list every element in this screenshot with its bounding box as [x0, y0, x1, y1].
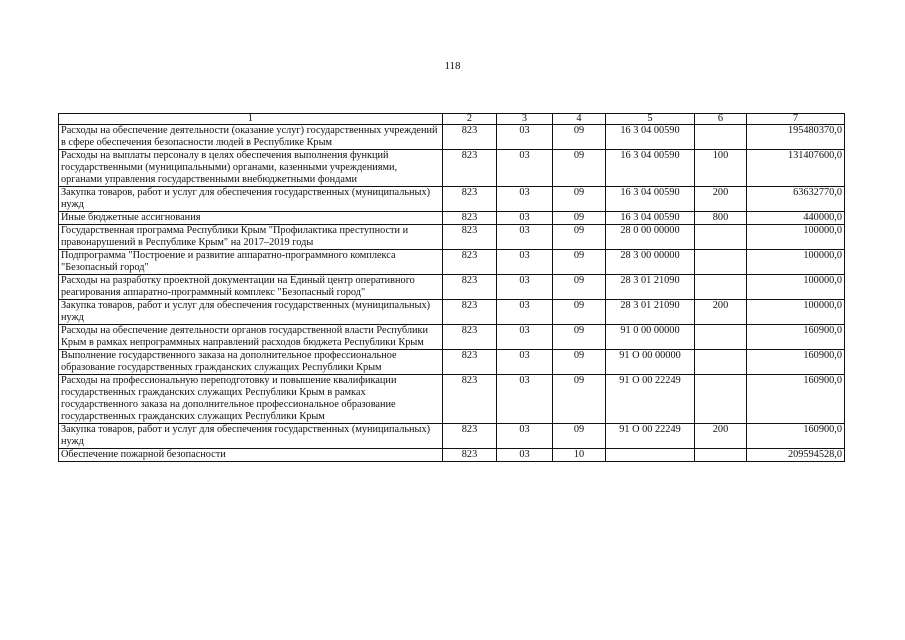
row-code-subsection: 09 [553, 275, 606, 300]
row-code-target: 91 0 00 00000 [606, 325, 695, 350]
row-code-admin: 823 [443, 275, 497, 300]
header-cell-5: 5 [606, 114, 695, 125]
row-name: Расходы на обеспечение деятельности (оказание услуг) государственных учреждений в сфере обеспечения безопасности людей в Республике Крым [59, 125, 443, 150]
row-code-subsection: 09 [553, 225, 606, 250]
row-code-target: 91 О 00 22249 [606, 375, 695, 424]
row-code-subsection: 09 [553, 212, 606, 225]
row-code-admin: 823 [443, 300, 497, 325]
table-row [59, 225, 845, 250]
row-code-expense: 100 [695, 150, 747, 187]
row-code-admin: 823 [443, 150, 497, 187]
page-number: 118 [444, 60, 461, 72]
row-code-admin: 823 [443, 424, 497, 449]
row-code-section: 03 [497, 225, 553, 250]
row-name: Закупка товаров, работ и услуг для обеспечения государственных (муниципальных) нужд [59, 424, 443, 449]
row-code-admin: 823 [443, 250, 497, 275]
table-row [59, 212, 845, 225]
row-code-subsection: 09 [553, 350, 606, 375]
row-amount: 63632770,0 [747, 187, 845, 212]
row-code-subsection: 09 [553, 125, 606, 150]
row-name: Государственная программа Республики Крым "Профилактика преступности и правонарушений в Республике Крым" на 2017–2019 годы [59, 225, 443, 250]
row-code-admin: 823 [443, 187, 497, 212]
header-cell-6: 6 [695, 114, 747, 125]
row-code-section: 03 [497, 125, 553, 150]
row-code-target: 16 3 04 00590 [606, 150, 695, 187]
row-code-expense [695, 225, 747, 250]
row-code-admin: 823 [443, 350, 497, 375]
row-code-subsection: 09 [553, 300, 606, 325]
table-row [59, 150, 845, 187]
row-code-target: 16 3 04 00590 [606, 212, 695, 225]
row-code-section: 03 [497, 300, 553, 325]
header-cell-1: 1 [59, 114, 443, 125]
row-code-target: 91 О 00 22249 [606, 424, 695, 449]
row-code-admin: 823 [443, 375, 497, 424]
row-code-section: 03 [497, 449, 553, 462]
row-code-expense [695, 125, 747, 150]
row-code-subsection: 09 [553, 150, 606, 187]
row-code-section: 03 [497, 150, 553, 187]
header-cell-7: 7 [747, 114, 845, 125]
row-code-section: 03 [497, 325, 553, 350]
table-row [59, 449, 845, 462]
row-name: Расходы на разработку проектной документации на Единый центр оперативного реагирования аппаратно-программный комплекс "Безопасный город" [59, 275, 443, 300]
row-code-expense [695, 350, 747, 375]
row-code-section: 03 [497, 212, 553, 225]
row-name: Закупка товаров, работ и услуг для обеспечения государственных (муниципальных) нужд [59, 300, 443, 325]
budget-table [58, 113, 845, 462]
row-name: Подпрограмма "Построение и развитие аппаратно-программного комплекса "Безопасный город" [59, 250, 443, 275]
row-code-subsection: 09 [553, 325, 606, 350]
row-amount: 209594528,0 [747, 449, 845, 462]
row-name: Обеспечение пожарной безопасности [59, 449, 443, 462]
row-code-target: 28 3 01 21090 [606, 275, 695, 300]
row-code-admin: 823 [443, 125, 497, 150]
row-name: Выполнение государственного заказа на дополнительное профессиональное образование государственных гражданских служащих Республики Крым [59, 350, 443, 375]
row-code-target: 28 3 01 21090 [606, 300, 695, 325]
row-amount: 195480370,0 [747, 125, 845, 150]
row-code-admin: 823 [443, 325, 497, 350]
row-code-subsection: 09 [553, 375, 606, 424]
row-code-expense: 200 [695, 424, 747, 449]
header-cell-2: 2 [443, 114, 497, 125]
table-body [59, 125, 845, 462]
row-amount: 131407600,0 [747, 150, 845, 187]
row-amount: 160900,0 [747, 325, 845, 350]
row-name: Расходы на профессиональную переподготовку и повышение квалификации государственных гражданских служащих Республики Крым в рамках государственного заказа на дополнительное профессиональное образование государственных гражданских служащих Республики Крым [59, 375, 443, 424]
table-row [59, 424, 845, 449]
row-code-subsection: 09 [553, 187, 606, 212]
row-code-subsection: 10 [553, 449, 606, 462]
row-amount: 100000,0 [747, 225, 845, 250]
row-code-expense: 800 [695, 212, 747, 225]
table-row [59, 325, 845, 350]
row-code-admin: 823 [443, 212, 497, 225]
row-code-subsection: 09 [553, 424, 606, 449]
row-code-section: 03 [497, 424, 553, 449]
row-code-section: 03 [497, 250, 553, 275]
row-amount: 100000,0 [747, 250, 845, 275]
header-cell-4: 4 [553, 114, 606, 125]
row-code-expense [695, 449, 747, 462]
row-code-target: 16 3 04 00590 [606, 187, 695, 212]
row-code-subsection: 09 [553, 250, 606, 275]
row-code-admin: 823 [443, 225, 497, 250]
row-code-target: 91 О 00 00000 [606, 350, 695, 375]
row-code-target: 28 3 00 00000 [606, 250, 695, 275]
row-code-target: 16 3 04 00590 [606, 125, 695, 150]
header-row [59, 114, 845, 125]
row-code-admin: 823 [443, 449, 497, 462]
table-row [59, 350, 845, 375]
row-name: Расходы на обеспечение деятельности органов государственной власти Республики Крым в рамках непрограммных направлений расходов бюджета Республики Крым [59, 325, 443, 350]
row-amount: 160900,0 [747, 424, 845, 449]
table-row [59, 375, 845, 424]
table-row [59, 300, 845, 325]
row-code-expense: 200 [695, 187, 747, 212]
table-row [59, 250, 845, 275]
header-cell-3: 3 [497, 114, 553, 125]
row-amount: 100000,0 [747, 300, 845, 325]
row-code-target: 28 0 00 00000 [606, 225, 695, 250]
row-code-expense: 200 [695, 300, 747, 325]
table-row [59, 187, 845, 212]
row-code-section: 03 [497, 275, 553, 300]
row-code-section: 03 [497, 350, 553, 375]
row-code-expense [695, 325, 747, 350]
row-amount: 160900,0 [747, 375, 845, 424]
row-code-section: 03 [497, 375, 553, 424]
row-code-expense [695, 275, 747, 300]
row-code-target [606, 449, 695, 462]
row-code-expense [695, 250, 747, 275]
row-amount: 100000,0 [747, 275, 845, 300]
table-row [59, 125, 845, 150]
table-row [59, 275, 845, 300]
row-name: Расходы на выплаты персоналу в целях обеспечения выполнения функций государственными (муниципальными) органами, казенными учреждениями, органами управления государственными внебюджетными фондами [59, 150, 443, 187]
row-amount: 160900,0 [747, 350, 845, 375]
row-code-section: 03 [497, 187, 553, 212]
row-name: Закупка товаров, работ и услуг для обеспечения государственных (муниципальных) нужд [59, 187, 443, 212]
row-name: Иные бюджетные ассигнования [59, 212, 443, 225]
row-code-expense [695, 375, 747, 424]
row-amount: 440000,0 [747, 212, 845, 225]
